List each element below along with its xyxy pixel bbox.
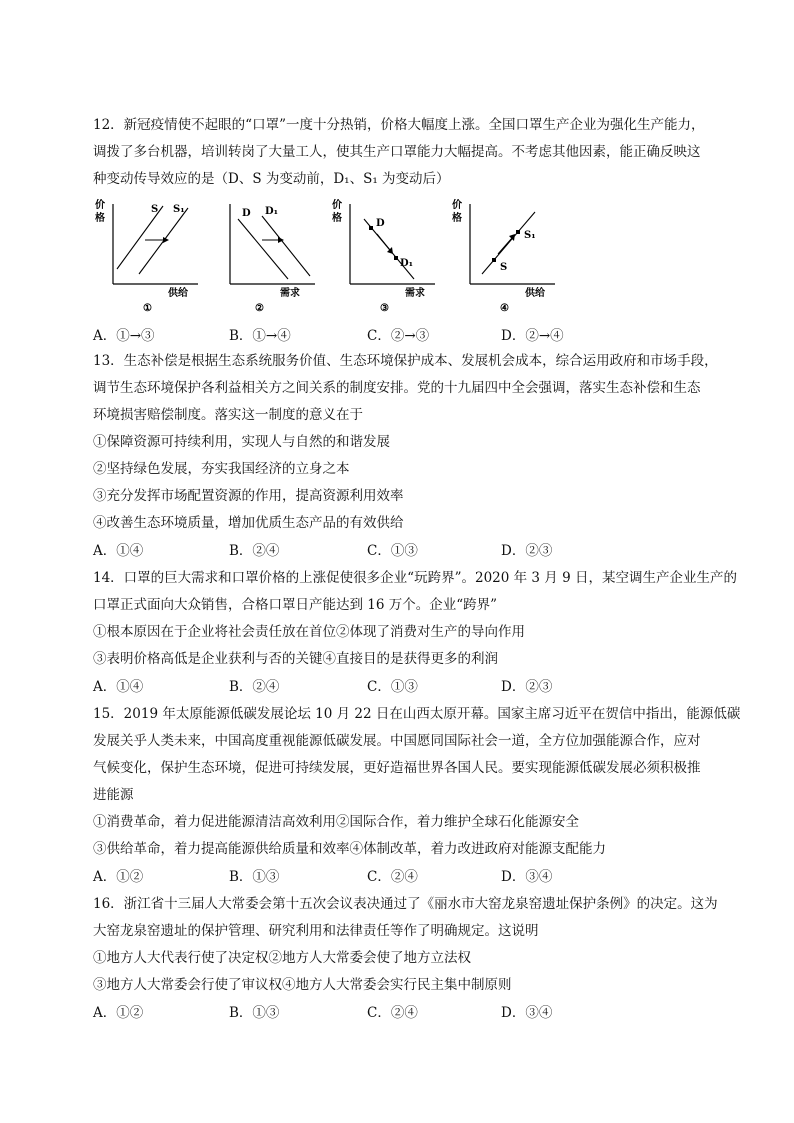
statement: ④改善生态环境质量，增加优质生态产品的有效供给: [93, 515, 404, 531]
statement: ③供给革命，着力提高能源供给质量和效率④体制改革，着力改进政府对能源支配能力: [93, 841, 606, 857]
option-d[interactable]: D．②→④: [501, 328, 564, 344]
y-axis-label-4: 价格: [452, 200, 462, 224]
question-text: 环境损害赔偿制度。落实这一制度的意义在于: [93, 407, 363, 423]
option-d[interactable]: D．③④: [501, 1005, 553, 1021]
option-b[interactable]: B．②④: [229, 679, 280, 695]
statement: ①根本原因在于企业将社会责任放在首位②体现了消费对生产的导向作用: [93, 624, 525, 640]
graph-number: ③: [380, 303, 389, 314]
point-label-d1: D₁: [400, 258, 414, 269]
graph-2: [210, 194, 320, 314]
option-c[interactable]: C．②④: [367, 1005, 418, 1021]
option-d[interactable]: D．③④: [501, 869, 553, 885]
statement: ③表明价格高低是企业获利与否的关键④直接目的是获得更多的利润: [93, 651, 498, 667]
x-axis-label: 需求: [405, 288, 425, 299]
option-c[interactable]: C．②→③: [367, 328, 430, 344]
option-d[interactable]: D．②③: [501, 679, 553, 695]
option-d[interactable]: D．②③: [501, 543, 553, 559]
option-c[interactable]: C．②④: [367, 869, 418, 885]
question-text: 12．新冠疫情使不起眼的“口罩”一度十分热销，价格大幅度上涨。全国口罩生产企业为强化生产能力，: [93, 117, 705, 133]
statement: ③充分发挥市场配置资源的作用，提高资源利用效率: [93, 488, 404, 504]
question-text: 大窑龙泉窑遗址的保护管理、研究利用和法律责任等作了明确规定。这说明: [93, 923, 539, 939]
graph-number: ②: [255, 303, 264, 314]
option-a[interactable]: A．①④: [93, 679, 144, 695]
graph-1: [93, 194, 203, 314]
option-a[interactable]: A．①→③: [93, 328, 155, 344]
question-text: 15．2019 年太原能源低碳发展论坛 10 月 22 日在山西太原开幕。国家主席习近平在贺信中指出，能源低碳: [93, 706, 741, 722]
question-text: 发展关乎人类未来，中国高度重视能源低碳发展。中国愿同国际社会一道，全方位加强能源合作，应对: [93, 733, 701, 749]
question-text: 种变动传导效应的是（D、S 为变动前，D₁、S₁ 为变动后）: [93, 171, 450, 187]
question-text: 进能源: [93, 787, 134, 803]
curve-label-d1: D₁: [265, 206, 279, 217]
option-b[interactable]: B．①③: [229, 869, 280, 885]
curve-label-d: D: [242, 208, 251, 219]
question-text: 调节生态环境保护各利益相关方之间关系的制度安排。党的十九届四中全会强调，落实生态补偿和生态: [93, 380, 701, 396]
option-b[interactable]: B．①③: [229, 1005, 280, 1021]
graph-number: ④: [500, 303, 509, 314]
option-b[interactable]: B．①→④: [229, 328, 291, 344]
question-text: 16．浙江省十三届人大常委会第十五次会议表决通过了《丽水市大窑龙泉窑遗址保护条例》的决定。这为: [93, 896, 718, 912]
graph-4: [450, 194, 560, 314]
y-axis-label-1: 价格: [95, 200, 105, 224]
question-text: 调拨了多台机器，培训转岗了大量工人，使其生产口罩能力大幅提高。不考虑其他因素，能正确反映这: [93, 144, 701, 160]
option-c[interactable]: C．①③: [367, 543, 418, 559]
option-a[interactable]: A．①②: [93, 869, 144, 885]
statement: ①保障资源可持续利用，实现人与自然的和谐发展: [93, 434, 390, 450]
point-label-d: D: [376, 218, 385, 229]
question-text: 13．生态补偿是根据生态系统服务价值、生态环境保护成本、发展机会成本，综合运用政府和市场手段，: [93, 353, 718, 369]
option-a[interactable]: A．①④: [93, 543, 144, 559]
option-c[interactable]: C．①③: [367, 679, 418, 695]
x-axis-label: 供给: [168, 288, 188, 299]
x-axis-label: 需求: [280, 288, 300, 299]
option-a[interactable]: A．①②: [93, 1005, 144, 1021]
point-label-s1: S₁: [524, 230, 536, 241]
statement: ③地方人大常委会行使了审议权④地方人大常委会实行民主集中制原则: [93, 977, 512, 993]
statement: ②坚持绿色发展，夯实我国经济的立身之本: [93, 461, 350, 477]
question-text: 14．口罩的巨大需求和口罩价格的上涨促使很多企业“玩跨界”。2020 年 3 月 9 日，某空调生产企业生产的: [93, 570, 737, 586]
statement: ①地方人大代表行使了决定权②地方人大常委会使了地方立法权: [93, 950, 471, 966]
question-text: 气候变化，保护生态环境，促进可持续发展，更好造福世界各国人民。要实现能源低碳发展必须积极推: [93, 760, 701, 776]
point-label-s: S: [500, 262, 508, 273]
option-b[interactable]: B．②④: [229, 543, 280, 559]
y-axis-label-3: 价格: [332, 200, 342, 224]
statement: ①消费革命，着力促进能源清洁高效利用②国际合作，着力维护全球石化能源安全: [93, 814, 579, 830]
curve-label-s1: S₁: [173, 204, 185, 215]
x-axis-label: 供给: [525, 288, 545, 299]
curve-label-s: S: [151, 204, 159, 215]
graph-3: [330, 194, 440, 314]
question-text: 口罩正式面向大众销售，合格口罩日产能达到 16 万个。企业“跨界”: [93, 597, 498, 613]
graph-number: ①: [143, 303, 152, 314]
